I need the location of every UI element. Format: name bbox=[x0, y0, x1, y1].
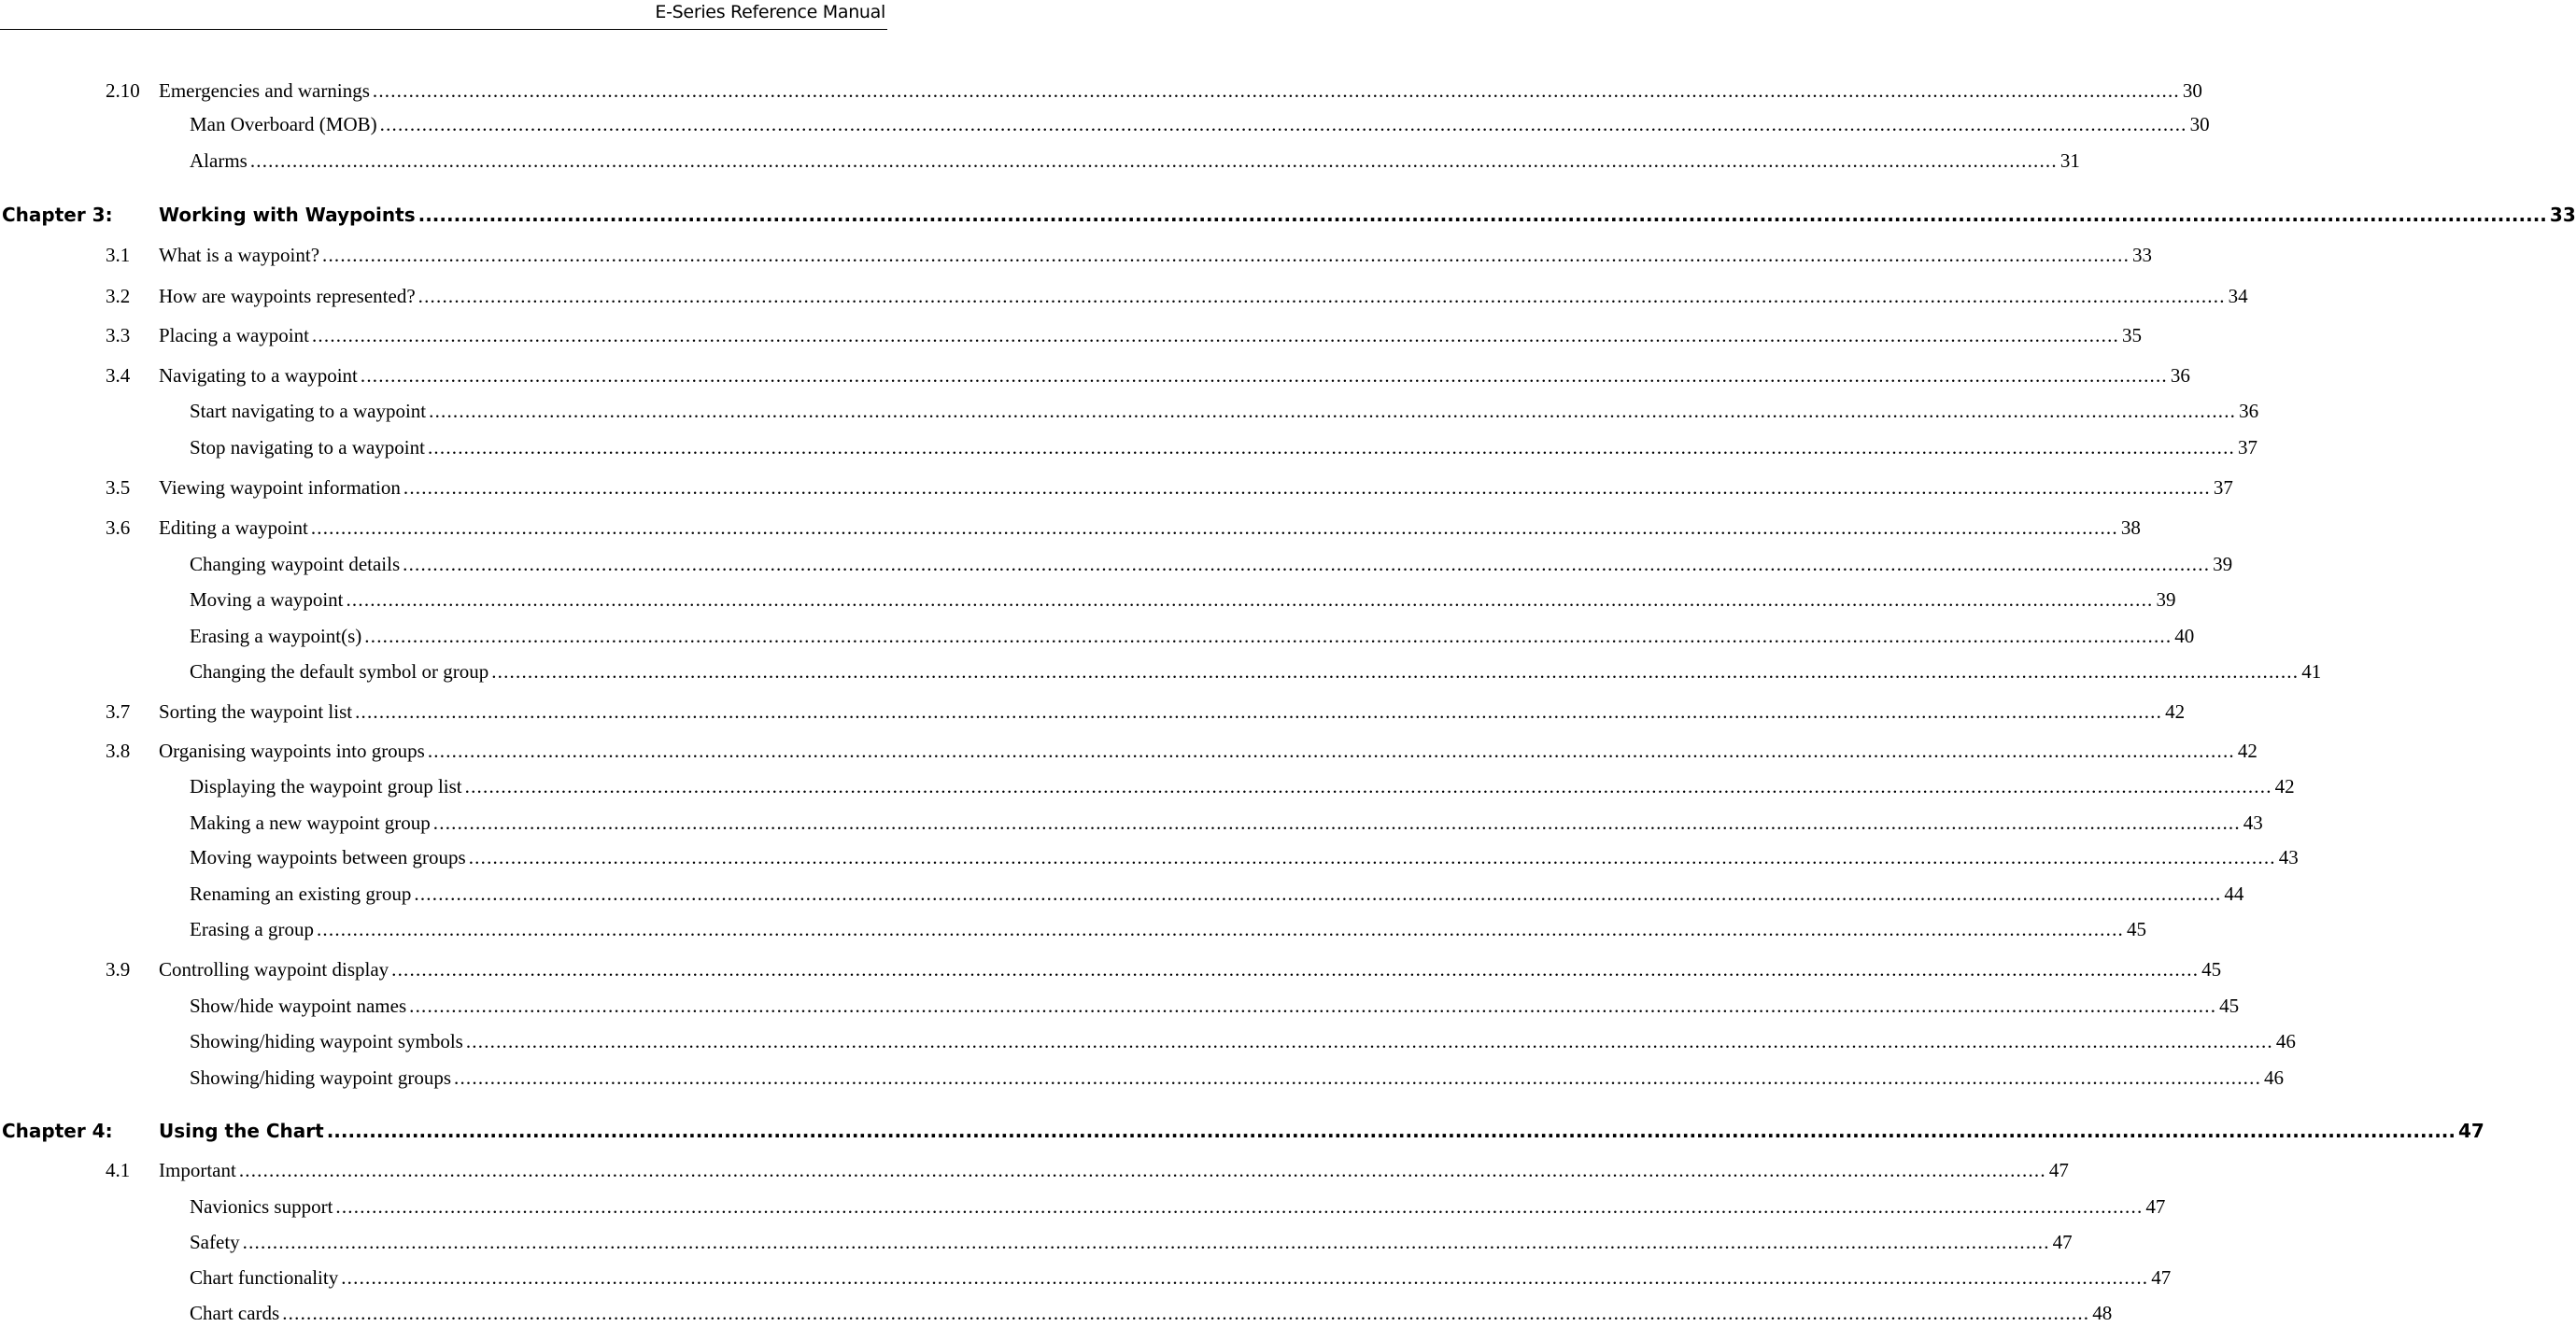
toc-entry-title: Man Overboard (MOB) bbox=[190, 113, 377, 135]
toc-entry-page-number: 37 bbox=[2237, 436, 2258, 459]
dot-leader: ............................................................................................................................................................................................................................................................................................................ bbox=[468, 846, 2276, 868]
dot-leader: ............................................................................................................................................................................................................................................................................................................ bbox=[341, 1266, 2149, 1289]
toc-entry-title: Alarms bbox=[190, 149, 248, 172]
toc-entry-sub[interactable] bbox=[0, 147, 2080, 175]
toc-entry-sec[interactable] bbox=[0, 955, 2222, 983]
toc-entry-page-number: 47 bbox=[2052, 1231, 2073, 1253]
toc-entry-page-number: 31 bbox=[2059, 149, 2080, 172]
toc-entry-page-number: 46 bbox=[2275, 1030, 2296, 1052]
toc-entry-page-number: 35 bbox=[2121, 324, 2142, 346]
toc-entry-number: 3.4 bbox=[106, 364, 131, 387]
toc-entry-number: 3.3 bbox=[106, 324, 131, 346]
toc-entry-page-number: 30 bbox=[2182, 79, 2202, 102]
toc-entry-page-number: 47 bbox=[2151, 1266, 2172, 1289]
toc-entry-title: Editing a waypoint bbox=[159, 516, 308, 539]
toc-entry-leader-line bbox=[190, 1064, 2285, 1092]
dot-leader: ............................................................................................................................................................................................................................................................................................................ bbox=[360, 364, 2168, 387]
toc-entry-leader-line bbox=[159, 77, 2202, 105]
toc-entry-sub[interactable] bbox=[0, 622, 2195, 650]
toc-entry-sub[interactable] bbox=[0, 915, 2146, 943]
toc-entry-title: Important bbox=[159, 1159, 236, 1181]
toc-entry-leader-line bbox=[190, 657, 2322, 685]
toc-entry-leader-line bbox=[159, 737, 2258, 765]
toc-entry-sub[interactable] bbox=[0, 1027, 2296, 1055]
toc-entry-leader-line bbox=[190, 1193, 2166, 1221]
dot-leader: ............................................................................................................................................................................................................................................................................................................ bbox=[311, 324, 2119, 346]
toc-entry-leader-line bbox=[159, 698, 2186, 726]
toc-entry-page-number: 44 bbox=[2224, 882, 2244, 905]
toc-entry-chap[interactable] bbox=[0, 1117, 2484, 1145]
dot-leader: ............................................................................................................................................................................................................................................................................................................ bbox=[379, 113, 2187, 135]
toc-entry-leader-line bbox=[190, 1263, 2172, 1292]
toc-entry-title: Organising waypoints into groups bbox=[159, 740, 425, 762]
dot-leader: ............................................................................................................................................................................................................................................................................................................ bbox=[418, 285, 2226, 307]
toc-entry-sub[interactable] bbox=[0, 1064, 2285, 1092]
toc-entry-leader-line bbox=[159, 955, 2222, 983]
toc-entry-sub[interactable] bbox=[0, 880, 2244, 908]
toc-entry-title: Moving a waypoint bbox=[190, 588, 344, 611]
toc-entry-title: Working with Waypoints bbox=[159, 204, 416, 226]
toc-entry-leader-line bbox=[190, 1228, 2073, 1256]
dot-leader: ............................................................................................................................................................................................................................................................................................................ bbox=[427, 740, 2235, 762]
toc-entry-page-number: 47 bbox=[2145, 1195, 2166, 1218]
toc-entry-sec[interactable] bbox=[0, 361, 2190, 389]
toc-entry-page-number: 38 bbox=[2120, 516, 2141, 539]
toc-entry-number: 3.2 bbox=[106, 285, 131, 307]
toc-entry-title: Viewing waypoint information bbox=[159, 476, 401, 499]
dot-leader: ............................................................................................................................................................................................................................................................................................................ bbox=[282, 1302, 2090, 1324]
toc-entry-page-number: 41 bbox=[2301, 660, 2322, 683]
toc-entry-number: 2.10 bbox=[106, 79, 140, 102]
toc-entry-leader-line bbox=[190, 880, 2244, 908]
toc-entry-leader-line bbox=[190, 550, 2233, 578]
toc-entry-number: 3.8 bbox=[106, 740, 131, 762]
toc-entry-title: Controlling waypoint display bbox=[159, 958, 389, 981]
toc-entry-number: Chapter 4: bbox=[2, 1120, 113, 1142]
toc-entry-sub[interactable] bbox=[0, 772, 2295, 800]
toc-entry-leader-line bbox=[159, 321, 2142, 349]
toc-entry-page-number: 33 bbox=[2132, 244, 2153, 266]
toc-entry-sub[interactable] bbox=[0, 1193, 2166, 1221]
dot-leader: ............................................................................................................................................................................................................................................................................................................ bbox=[326, 1120, 2456, 1142]
toc-entry-sec[interactable] bbox=[0, 1156, 2069, 1184]
toc-entry-sec[interactable] bbox=[0, 514, 2141, 542]
dot-leader: ............................................................................................................................................................................................................................................................................................................ bbox=[418, 204, 2547, 226]
toc-entry-chap[interactable] bbox=[0, 201, 2576, 229]
toc-entry-page-number: 48 bbox=[2092, 1302, 2113, 1324]
dot-leader: ............................................................................................................................................................................................................................................................................................................ bbox=[491, 660, 2300, 683]
dot-leader: ............................................................................................................................................................................................................................................................................................................ bbox=[364, 625, 2173, 647]
dot-leader: ............................................................................................................................................................................................................................................................................................................ bbox=[346, 588, 2154, 611]
toc-entry-leader-line bbox=[190, 586, 2176, 614]
toc-entry-leader-line bbox=[190, 809, 2263, 837]
toc-entry-title: Moving waypoints between groups bbox=[190, 846, 466, 868]
toc-entry-leader-line bbox=[190, 843, 2299, 871]
dot-leader: ............................................................................................................................................................................................................................................................................................................ bbox=[429, 400, 2237, 422]
toc-entry-leader-line bbox=[159, 514, 2141, 542]
dot-leader: ............................................................................................................................................................................................................................................................................................................ bbox=[403, 476, 2211, 499]
toc-entry-sub[interactable] bbox=[0, 110, 2210, 138]
dot-leader: ............................................................................................................................................................................................................................................................................................................ bbox=[432, 812, 2241, 834]
toc-entry-title: Safety bbox=[190, 1231, 240, 1253]
toc-entry-sec[interactable] bbox=[0, 77, 2202, 105]
toc-entry-title: Chart cards bbox=[190, 1302, 280, 1324]
dot-leader: ............................................................................................................................................................................................................................................................................................................ bbox=[242, 1231, 2050, 1253]
toc-entry-leader-line bbox=[159, 241, 2153, 269]
toc-entry-page-number: 30 bbox=[2189, 113, 2210, 135]
toc-entry-leader-line bbox=[159, 201, 2576, 229]
toc-entry-title: Placing a waypoint bbox=[159, 324, 309, 346]
toc-entry-title: What is a waypoint? bbox=[159, 244, 320, 266]
running-header-title: E-Series Reference Manual bbox=[655, 2, 885, 22]
toc-entry-sec[interactable] bbox=[0, 473, 2233, 501]
toc-entry-page-number: 36 bbox=[2239, 400, 2259, 422]
toc-entry-title: Sorting the waypoint list bbox=[159, 700, 353, 723]
dot-leader: ............................................................................................................................................................................................................................................................................................................ bbox=[464, 775, 2272, 798]
toc-entry-title: Stop navigating to a waypoint bbox=[190, 436, 425, 459]
toc-entry-number: 3.1 bbox=[106, 244, 131, 266]
toc-entry-title: Navionics support bbox=[190, 1195, 333, 1218]
toc-entry-sub[interactable] bbox=[0, 550, 2233, 578]
toc-entry-leader-line bbox=[190, 397, 2259, 425]
dot-leader: ............................................................................................................................................................................................................................................................................................................ bbox=[322, 244, 2130, 266]
toc-entry-sub[interactable] bbox=[0, 809, 2263, 837]
toc-entry-page-number: 34 bbox=[2228, 285, 2248, 307]
toc-entry-page-number: 42 bbox=[2165, 700, 2186, 723]
dot-leader: ............................................................................................................................................................................................................................................................................................................ bbox=[238, 1159, 2046, 1181]
toc-entry-sub[interactable] bbox=[0, 1228, 2073, 1256]
toc-entry-page-number: 37 bbox=[2213, 476, 2233, 499]
toc-entry-title: Emergencies and warnings bbox=[159, 79, 370, 102]
toc-entry-sub[interactable] bbox=[0, 397, 2259, 425]
toc-entry-sec[interactable] bbox=[0, 321, 2142, 349]
toc-entry-page-number: 45 bbox=[2219, 995, 2240, 1017]
dot-leader: ............................................................................................................................................................................................................................................................................................................ bbox=[391, 958, 2200, 981]
toc-entry-leader-line bbox=[190, 1027, 2296, 1055]
toc-entry-page-number: 46 bbox=[2264, 1066, 2285, 1089]
toc-entry-sub[interactable] bbox=[0, 433, 2258, 461]
toc-entry-sub[interactable] bbox=[0, 1299, 2113, 1327]
toc-entry-leader-line bbox=[159, 1156, 2069, 1184]
dot-leader: ............................................................................................................................................................................................................................................................................................................ bbox=[355, 700, 2163, 723]
toc-entry-sub[interactable] bbox=[0, 992, 2240, 1020]
toc-entry-leader-line bbox=[190, 147, 2080, 175]
toc-entry-sec[interactable] bbox=[0, 737, 2258, 765]
toc-entry-title: Renaming an existing group bbox=[190, 882, 412, 905]
dot-leader: ............................................................................................................................................................................................................................................................................................................ bbox=[465, 1030, 2273, 1052]
toc-entry-leader-line bbox=[190, 110, 2210, 138]
toc-entry-title: Erasing a group bbox=[190, 918, 314, 940]
dot-leader: ............................................................................................................................................................................................................................................................................................................ bbox=[454, 1066, 2262, 1089]
toc-entry-sec[interactable] bbox=[0, 698, 2186, 726]
toc-entry-sub[interactable] bbox=[0, 586, 2176, 614]
toc-entry-leader-line bbox=[190, 915, 2146, 943]
toc-entry-title: Erasing a waypoint(s) bbox=[190, 625, 362, 647]
toc-entry-sub[interactable] bbox=[0, 1263, 2172, 1292]
toc-entry-leader-line bbox=[159, 1117, 2484, 1145]
toc-entry-page-number: 36 bbox=[2170, 364, 2190, 387]
toc-entry-title: Showing/hiding waypoint symbols bbox=[190, 1030, 463, 1052]
toc-entry-title: Show/hide waypoint names bbox=[190, 995, 407, 1017]
toc-entry-number: 3.7 bbox=[106, 700, 131, 723]
toc-entry-leader-line bbox=[190, 1299, 2113, 1327]
toc-entry-leader-line bbox=[190, 433, 2258, 461]
toc-entry-page-number: 45 bbox=[2201, 958, 2222, 981]
toc-entry-title: Chart functionality bbox=[190, 1266, 339, 1289]
toc-entry-sec[interactable] bbox=[0, 241, 2153, 269]
dot-leader: ............................................................................................................................................................................................................................................................................................................ bbox=[249, 149, 2058, 172]
toc-entry-page-number: 43 bbox=[2278, 846, 2299, 868]
toc-entry-page-number: 43 bbox=[2243, 812, 2263, 834]
toc-entry-page-number: 33 bbox=[2549, 204, 2576, 226]
toc-entry-number: 3.5 bbox=[106, 476, 131, 499]
dot-leader: ............................................................................................................................................................................................................................................................................................................ bbox=[403, 553, 2211, 575]
toc-entry-number: 4.1 bbox=[106, 1159, 131, 1181]
toc-entry-page-number: 47 bbox=[2048, 1159, 2069, 1181]
dot-leader: ............................................................................................................................................................................................................................................................................................................ bbox=[316, 918, 2124, 940]
toc-entry-number: Chapter 3: bbox=[2, 204, 113, 226]
toc-entry-leader-line bbox=[159, 282, 2248, 310]
toc-entry-page-number: 39 bbox=[2156, 588, 2176, 611]
toc-entry-title: Navigating to a waypoint bbox=[159, 364, 358, 387]
toc-entry-leader-line bbox=[159, 361, 2190, 389]
toc-entry-page-number: 42 bbox=[2237, 740, 2258, 762]
toc-entry-page-number: 40 bbox=[2174, 625, 2195, 647]
toc-entry-number: 3.6 bbox=[106, 516, 131, 539]
toc-entry-leader-line bbox=[190, 622, 2195, 650]
toc-entry-leader-line bbox=[190, 772, 2295, 800]
toc-entry-title: How are waypoints represented? bbox=[159, 285, 416, 307]
dot-leader: ............................................................................................................................................................................................................................................................................................................ bbox=[310, 516, 2118, 539]
dot-leader: ............................................................................................................................................................................................................................................................................................................ bbox=[427, 436, 2235, 459]
dot-leader: ............................................................................................................................................................................................................................................................................................................ bbox=[409, 995, 2217, 1017]
toc-entry-page-number: 47 bbox=[2457, 1120, 2484, 1142]
toc-entry-sub[interactable] bbox=[0, 657, 2322, 685]
toc-entry-page-number: 39 bbox=[2213, 553, 2233, 575]
dot-leader: ............................................................................................................................................................................................................................................................................................................ bbox=[414, 882, 2222, 905]
toc-entry-title: Changing waypoint details bbox=[190, 553, 401, 575]
toc-entry-sec[interactable] bbox=[0, 282, 2248, 310]
toc-entry-title: Displaying the waypoint group list bbox=[190, 775, 462, 798]
toc-entry-number: 3.9 bbox=[106, 958, 131, 981]
toc-entry-sub[interactable] bbox=[0, 843, 2299, 871]
dot-leader: ............................................................................................................................................................................................................................................................................................................ bbox=[335, 1195, 2144, 1218]
toc-entry-leader-line bbox=[190, 992, 2240, 1020]
toc-entry-title: Showing/hiding waypoint groups bbox=[190, 1066, 452, 1089]
toc-entry-title: Using the Chart bbox=[159, 1120, 324, 1142]
dot-leader: ............................................................................................................................................................................................................................................................................................................ bbox=[372, 79, 2180, 102]
toc-entry-page-number: 45 bbox=[2126, 918, 2146, 940]
toc-entry-leader-line bbox=[159, 473, 2233, 501]
toc-entry-title: Start navigating to a waypoint bbox=[190, 400, 427, 422]
toc-entry-page-number: 42 bbox=[2274, 775, 2295, 798]
toc-entry-title: Making a new waypoint group bbox=[190, 812, 431, 834]
toc-entry-title: Changing the default symbol or group bbox=[190, 660, 489, 683]
